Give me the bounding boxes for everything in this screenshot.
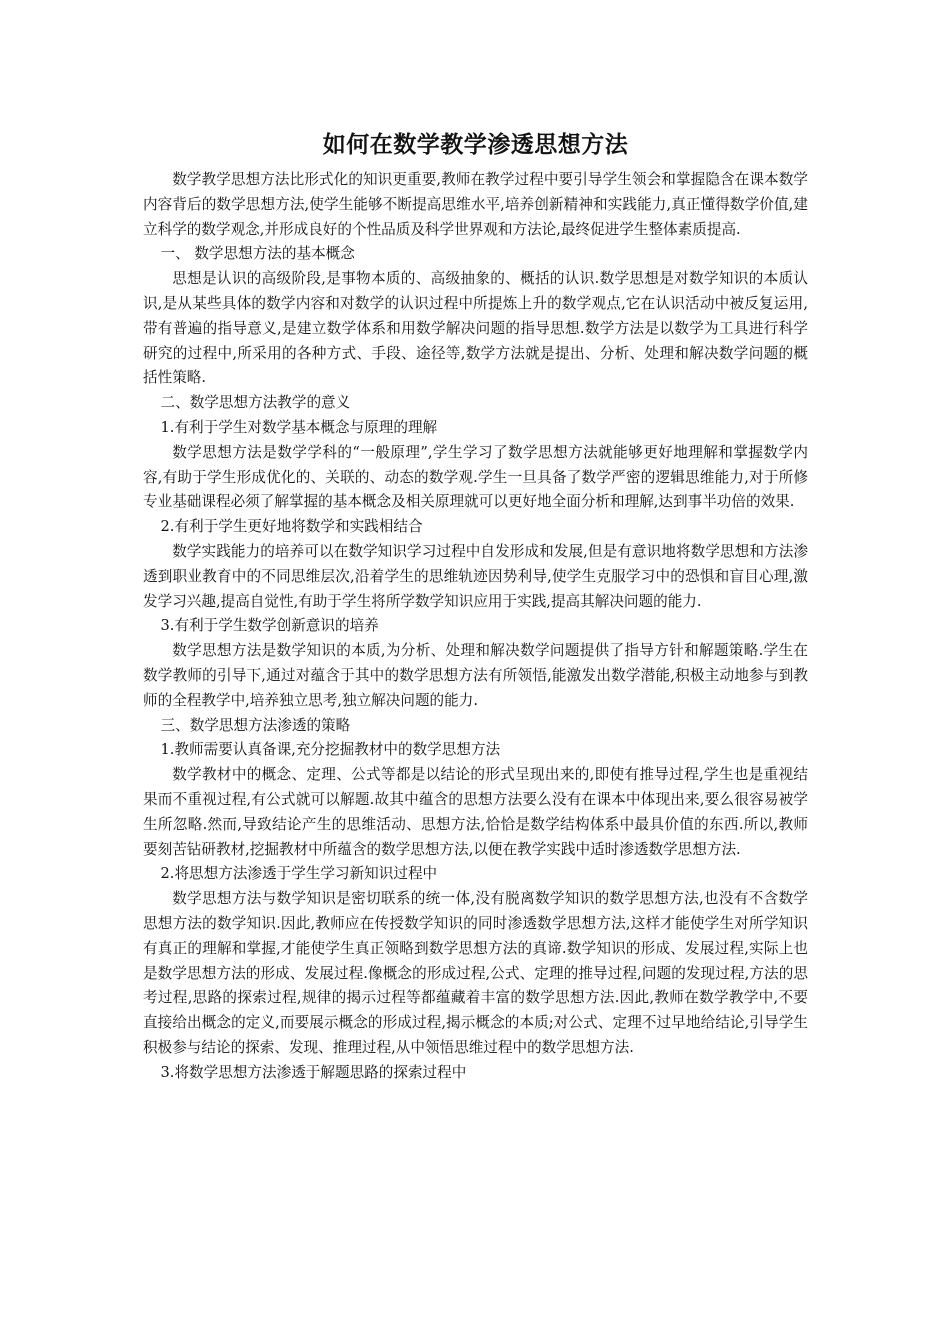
document-title: 如何在数学教学渗透思想方法 (322, 131, 629, 158)
section-2-item-3-paragraph: 数学思想方法是数学知识的本质,为分析、处理和解决数学问题提供了指导方针和解题策略.学生在数学教师的引导下,通过对蕴含于其中的数学思想方法有所领悟,能激发出数学潜能,积极主动地参与到教师的全程教学中,培养独立思考,独立解决问题的能力. (143, 642, 808, 709)
section-1-heading: 一、 数学思想方法的基本概念 (160, 245, 355, 263)
section-2-item-3-title: 3.有利于学生数学创新意识的培养 (160, 617, 379, 635)
document-page (143, 128, 808, 1085)
section-3-item-3-title: 3.将数学思想方法渗透于解题思路的探索过程中 (160, 1063, 467, 1081)
section-2-heading: 二、数学思想方法教学的意义 (160, 394, 351, 412)
section-3-item-2-title: 2.将思想方法渗透于学生学习新知识过程中 (160, 865, 438, 883)
section-3-item-1-title: 1.教师需要认真备课,充分挖掘教材中的数学思想方法 (160, 741, 501, 759)
section-2-item-1-title: 1.有利于学生对数学基本概念与原理的理解 (160, 418, 438, 436)
section-2-item-2-paragraph: 数学实践能力的培养可以在数学知识学习过程中自发形成和发展,但是有意识地将数学思想和方法渗透到职业教育中的不同思维层次,沿着学生的思维轨迹因势利导,使学生克服学习中的恐惧和盲目心理,激发学习兴趣,提高自觉性,有助于学生将所学数学知识应用于实践,提高其解决问题的能力. (143, 542, 808, 610)
section-3-item-2-paragraph: 数学思想方法与数学知识是密切联系的统一体,没有脱离数学知识的数学思想方法,也没有不含数学思想方法的数学知识.因此,教师应在传授数学知识的同时渗透数学思想方法,这样才能使学生对所学知识有真正的理解和掌握,才能使学生真正领略到数学思想方法的真谛.数学知识的形成、发展过程,实际上也是数学思想方法的形成、发展过程.像概念的形成过程,公式、定理的推导过程,问题的发现过程,方法的思考过程,思路的探索过程,规律的揭示过程等都蕴藏着丰富的数学思想方法.因此,教师在数学教学中,不要直接给出概念的定义,而要展示概念的形成过程,揭示概念的本质;对公式、定理不过早地给结论,引导学生积极参与结论的探索、发现、推理过程,从中领悟思维过程中的数学思想方法. (143, 890, 808, 1056)
intro-paragraph: 数学教学思想方法比形式化的知识更重要,教师在教学过程中要引导学生领会和掌握隐含在课本数学内容背后的数学思想方法,使学生能够不断提高思维水平,培养创新精神和实践能力,真正懂得数学价值,建立科学的数学观念,并形成良好的个性品质及科学世界观和方法论,最终促进学生整体素质提高. (143, 171, 808, 238)
section-3-heading: 三、数学思想方法渗透的策略 (160, 716, 351, 734)
section-2-item-1-paragraph: 数学思想方法是数学学科的“一般原理”,学生学习了数学思想方法就能够更好地理解和掌握数学内容,有助于学生形成优化的、关联的、动态的数学观.学生一旦具备了数学严密的逻辑思维能力,对于所修专业基础课程必须了解掌握的基本概念及相关原理就可以更好地全面分析和理解,达到事半功倍的效果. (143, 443, 808, 511)
section-2-item-2-title: 2.有利于学生更好地将数学和实践相结合 (160, 518, 423, 536)
section-1-paragraph: 思想是认识的高级阶段,是事物本质的、高级抽象的、概括的认识.数学思想是对数学知识的本质认识,是从某些具体的数学内容和对数学的认识过程中所提炼上升的数学观点,它在认识活动中被反复运用,带有普遍的指导意义,是建立数学体系和用数学解决问题的指导思想.数学方法是以数学为工具进行科学研究的过程中,所采用的各种方式、手段、途径等,数学方法就是提出、分析、处理和解决数学问题的概括性策略. (143, 270, 808, 387)
section-3-item-1-paragraph: 数学教材中的概念、定理、公式等都是以结论的形式呈现出来的,即使有推导过程,学生也是重视结果而不重视过程,有公式就可以解题.故其中蕴含的思想方法要么没有在课本中体现出来,要么很容易被学生所忽略.然而,导致结论产生的思维活动、思想方法,恰恰是数学结构体系中最具价值的东西.所以,教师要刻苦钻研教材,挖掘教材中所蕴含的数学思想方法,以便在教学实践中适时渗透数学思想方法. (143, 766, 808, 858)
